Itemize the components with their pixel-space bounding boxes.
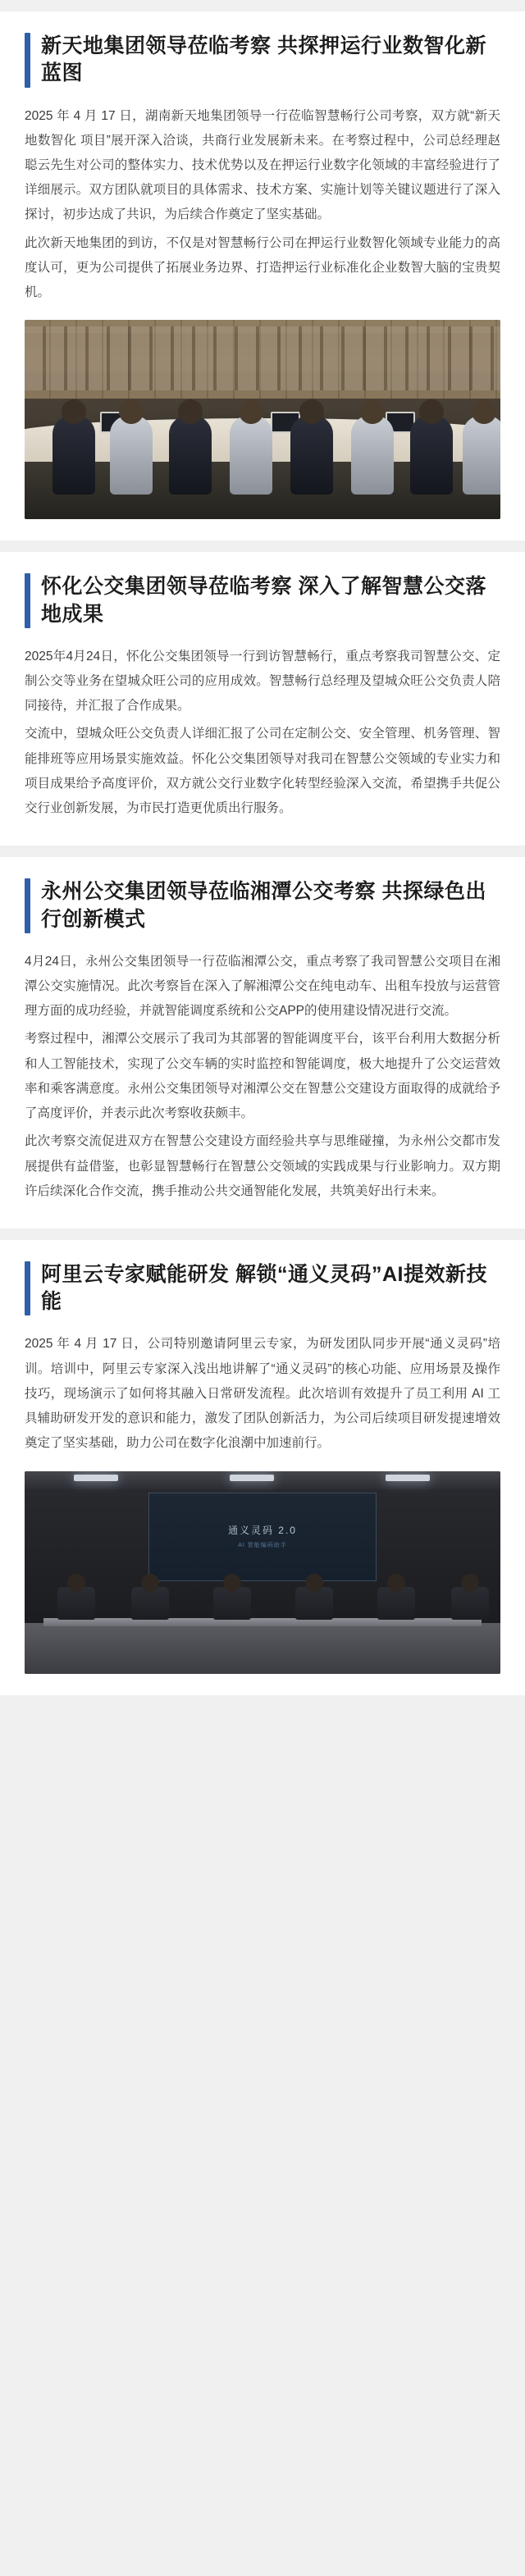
projector-screen	[148, 1493, 377, 1581]
section-divider	[0, 1229, 525, 1240]
accent-bar	[25, 1261, 30, 1316]
article-paragraph: 2025年4月24日，怀化公交集团领导一行到访智慧畅行，重点考察我司智慧公交、定制公交等业务在望城众旺公司的应用成效。智慧畅行总经理及望城众旺公交负责人陪同接待，并汇报了合作成果。	[25, 649, 500, 714]
conference-room-photo	[25, 320, 500, 519]
training-room-photo	[25, 1471, 500, 1674]
chair	[295, 1587, 333, 1620]
person	[52, 416, 95, 495]
person-head	[141, 1574, 159, 1592]
section-divider	[0, 0, 525, 11]
article-paragraph: 4月24日，永州公交集团领导一行莅临湘潭公交，重点考察了我司智慧公交项目在湘潭公交实施情况。此次考察旨在深入了解湘潭公交在纯电动车、出租车投放与运营管理方面的成功经验，并就智能调度系统和公交APP的使用建设情况进行交流。	[25, 954, 500, 1019]
person-head	[223, 1574, 241, 1592]
article-paragraph: 2025 年 4 月 17 日，湖南新天地集团领导一行莅临智慧畅行公司考察，双方就“新天地数智化 项目”展开深入洽谈，共商行业发展新未来。在考察过程中，公司总经理赵聪云先生对公司的整体实力、技术优势以及在押运行业数字化领域的丰富经验进行了详细展示。双方团队就项目的具体需求、技术方案、实施计划等关键议题进行了深入探讨，初步达成了共识，为后续合作奠定了坚实基础。	[25, 108, 500, 222]
person-head	[67, 1574, 85, 1592]
article-paragraph: 交流中，望城众旺公交负责人详细汇报了公司在定制公交、安全管理、机务管理、智能排班等应用场景实施效益。怀化公交集团领导对我司在智慧公交领域的专业实力和项目成果给予高度评价，双方就公交行业数字化转型经验深入交流，希望携手共促公交行业创新发展，为市民打造更优质出行服务。	[25, 727, 500, 816]
screen-title: 通义灵码 2.0	[227, 1524, 297, 1536]
person	[410, 416, 453, 495]
article-huaihua-bus	[0, 552, 525, 846]
wood-wall	[25, 320, 500, 399]
article-title: 新天地集团领导莅临考察 共探押运行业数智化新蓝图	[41, 34, 486, 85]
chair	[57, 1587, 95, 1620]
article-title: 怀化公交集团领导莅临考察 深入了解智慧公交落地成果	[41, 575, 486, 626]
article-paragraph: 此次新天地集团的到访，不仅是对智慧畅行公司在押运行业数智化领域专业能力的高度认可，更为公司提供了拓展业务边界、打造押运行业标准化企业数智大脑的宝贵契机。	[25, 235, 500, 300]
article-yongzhou-bus	[0, 857, 525, 1229]
ceiling-light	[74, 1475, 118, 1481]
person-head	[387, 1574, 405, 1592]
article-title-row	[25, 33, 500, 88]
article-title-row	[25, 573, 500, 628]
desk-row	[43, 1618, 482, 1626]
article-title: 永州公交集团领导莅临湘潭公交考察 共探绿色出行创新模式	[41, 880, 486, 931]
article-title: 阿里云专家赋能研发 解锁“通义灵码”AI提效新技能	[41, 1262, 487, 1314]
accent-bar	[25, 878, 30, 933]
article-title-row	[25, 878, 500, 933]
section-divider	[0, 846, 525, 857]
article-paragraph: 2025 年 4 月 17 日，公司特别邀请阿里云专家，为研发团队同步开展“通义灵码”培训。培训中，阿里云专家深入浅出地讲解了“通义灵码”的核心功能、应用场景及操作技巧，现场演示了如何将其融入日常研发流程。此次培训有效提升了员工利用 AI 工具辅助研发开发的意识和能力，激发了团队创新活力，为公司后续项目研发提速增效奠定了坚实基础，助力公司在数字化浪潮中加速前行。	[25, 1337, 500, 1451]
article-paragraph: 此次考察交流促进双方在智慧公交建设方面经验共享与思维碰撞，为永州公交都市发展提供有益借鉴，也彰显智慧畅行在智慧公交领域的实践成果与行业影响力。双方期许后续深化合作交流，携手推动公共交通智能化发展，共筑美好出行未来。	[25, 1134, 500, 1198]
article-title-row	[25, 1261, 500, 1316]
person	[230, 416, 272, 495]
article-paragraph: 考察过程中，湘潭公交展示了我司为其部署的智能调度平台，该平台利用大数据分析和人工智能技术，实现了公交车辆的实时监控和智能调度，极大地提升了公交运营效率和乘客满意度。永州公交集团领导对湘潭公交在智慧公交建设方面取得的成就给予了高度评价，并表示此次考察收获颇丰。	[25, 1032, 500, 1121]
chair	[131, 1587, 169, 1620]
person	[290, 416, 333, 495]
person	[169, 416, 212, 495]
person	[463, 416, 500, 495]
person	[110, 416, 153, 495]
chair	[213, 1587, 251, 1620]
person-head	[305, 1574, 323, 1592]
section-divider	[0, 540, 525, 552]
screen-subtitle: AI 智能编码助手	[238, 1542, 287, 1548]
person	[351, 416, 394, 495]
ceiling-light	[386, 1475, 430, 1481]
article-xintiandi	[0, 11, 525, 540]
accent-bar	[25, 573, 30, 628]
chair	[377, 1587, 415, 1620]
person-head	[461, 1574, 479, 1592]
chair	[451, 1587, 489, 1620]
article-aliyun	[0, 1240, 525, 1695]
accent-bar	[25, 33, 30, 88]
floor	[25, 1623, 500, 1674]
ceiling-light	[230, 1475, 274, 1481]
